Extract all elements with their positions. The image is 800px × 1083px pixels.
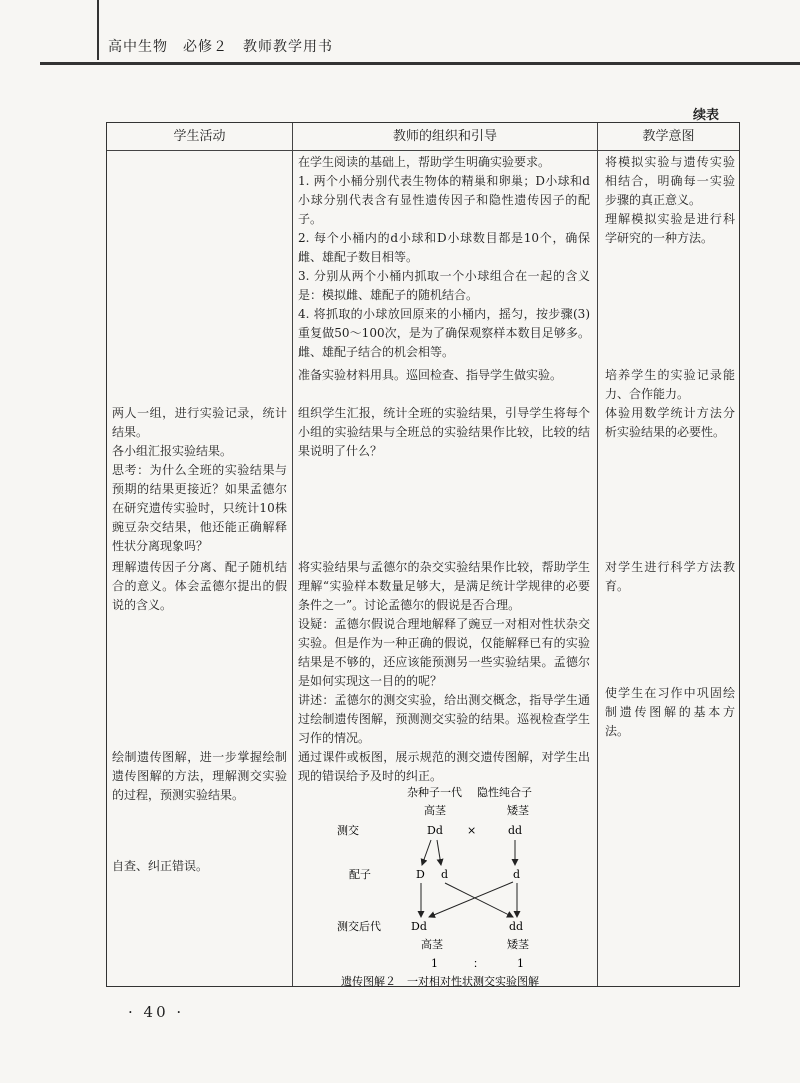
f1-label: 杂种子一代 [407, 786, 462, 799]
paragraph: 使学生在习作中巩固绘制遗传图解的基本方法。 [605, 686, 735, 738]
paragraph: 思考：为什么全班的实验结果与预期的结果更接近？如果孟德尔在研究遗传实验时，只统计10株豌豆杂交结果，他还能正确解释性状分离现象吗？ [112, 463, 287, 553]
ratio-colon: ： [473, 957, 484, 970]
page-header [0, 0, 800, 68]
intent-cell-simulation [605, 153, 735, 248]
paragraph: 理解遗传因子分离、配子随机结合的意义。体会孟德尔提出的假说的含义。 [112, 560, 287, 612]
arrow [429, 882, 513, 917]
column-header-intent: 教学意图 [642, 129, 695, 144]
cross-symbol: × [467, 824, 477, 837]
paragraph: 各小组汇报实验结果。 [112, 444, 233, 458]
paragraph: 理解模拟实验是进行科学研究的一种方法。 [605, 212, 735, 245]
paragraph: 通过课件或板图，展示规范的测交遗传图解，对学生出现的错误给予及时的纠正。 [298, 750, 590, 783]
intent-cell-statistics [605, 404, 735, 442]
offspring-dd: dd [509, 920, 524, 933]
arrow [445, 883, 513, 917]
paragraph: 自查、纠正错误。 [112, 859, 209, 873]
column-header-student: 学生活动 [173, 129, 226, 144]
paragraph: 绘制遗传图解，进一步掌握绘制遗传图解的方法，理解测交实验的过程，预测实验结果。 [112, 750, 287, 802]
recessive-label: 隐性纯合子 [477, 786, 532, 799]
continued-label: 续表 [693, 108, 720, 123]
ratio-right: 1 [517, 957, 524, 970]
paragraph: 将模拟实验与遗传实验相结合，明确每一实验步骤的真正意义。 [605, 155, 735, 207]
paragraph: 4. 将抓取的小球放回原来的小桶内，摇匀，按步骤(3)重复做50～100次，是为了确保观察样本数目足够多。雌、雄配子结合的机会相等。 [298, 307, 590, 359]
teacher-cell-requirements [298, 153, 590, 362]
offspring-tall-label: 高茎 [421, 938, 443, 951]
short-label: 矮茎 [507, 804, 529, 817]
student-cell-selfcheck [112, 857, 287, 876]
paragraph: 两人一组，进行实验记录，统计结果。 [112, 406, 287, 439]
column-header-teacher: 教师的组织和引导 [392, 129, 497, 144]
diagram-caption: 遗传图解２ 一对相对性状测交实验图解 [341, 975, 539, 986]
gamete-d-2: d [513, 868, 521, 881]
teacher-cell-compare [298, 558, 590, 748]
student-cell-record [112, 404, 287, 556]
intent-cell-cooperation [605, 366, 735, 404]
paragraph: 2. 每个小桶内的d小球和D小球数目都是10个，确保雌、雄配子数目相等。 [298, 231, 590, 264]
paragraph: 体验用数学统计方法分析实验结果的必要性。 [605, 406, 735, 439]
offspring-Dd: Dd [411, 920, 427, 933]
intent-cell-practice [605, 684, 735, 741]
offspring-label: 测交后代 [337, 920, 381, 933]
paragraph: 3. 分别从两个小桶内抓取一个小球组合在一起的含义是：模拟雌、雄配子的随机结合。 [298, 269, 590, 302]
intent-cell-method [605, 558, 735, 596]
student-cell-draw [112, 748, 287, 805]
parent-dd-hetero: Dd [427, 824, 443, 837]
gamete-d-1: d [441, 868, 449, 881]
student-cell-understand [112, 558, 287, 615]
header-vertical-rule [97, 0, 99, 60]
paragraph: 培养学生的实验记录能力、合作能力。 [605, 368, 735, 401]
tall-label: 高茎 [424, 804, 446, 817]
teacher-cell-prepare [298, 366, 590, 385]
paragraph: 准备实验材料用具。巡回检查、指导学生做实验。 [298, 368, 563, 382]
paragraph: 1. 两个小桶分别代表生物体的精巢和卵巢；D小球和d小球分别代表含有显性遗传因子和隐性遗传因子的配子。 [298, 174, 590, 226]
paragraph: 讲述：孟德尔的测交实验，给出测交概念，指导学生通过绘制遗传图解，预测测交实验的结果。巡视检查学生习作的情况。 [298, 693, 590, 745]
offspring-short-label: 矮茎 [507, 938, 529, 951]
header-horizontal-rule [40, 62, 800, 65]
gamete-label: 配子 [349, 868, 371, 881]
arrow [437, 840, 441, 865]
testcross-label: 测交 [337, 824, 359, 837]
page-number: · 40 · [128, 1003, 185, 1021]
paragraph: 组织学生汇报，统计全班的实验结果，引导学生将每个小组的实验结果与全班总的实验结果作比较，比较的结果说明了什么？ [298, 406, 590, 458]
arrow [422, 840, 431, 865]
parent-dd-homo: dd [508, 824, 523, 837]
paragraph: 在学生阅读的基础上，帮助学生明确实验要求。 [298, 155, 551, 169]
paragraph: 将实验结果与孟德尔的杂交实验结果作比较，帮助学生理解“实验样本数量足够大，是满足统计学规律的必要条件之一”。讨论孟德尔的假说是否合理。 [298, 560, 590, 612]
column-divider [292, 123, 293, 986]
lesson-table [106, 122, 740, 987]
paragraph: 设疑：孟德尔假说合理地解释了豌豆一对相对性状杂交实验。但是作为一种正确的假说，仅能解释已有的实验结果是不够的，还应该能预测另一些实验结果。孟德尔是如何实现这一目的的呢？ [298, 617, 590, 688]
header-divider [107, 150, 739, 151]
ratio-left: 1 [431, 957, 438, 970]
teacher-cell-report [298, 404, 590, 461]
testcross-diagram [337, 786, 607, 986]
gamete-D: D [416, 868, 425, 881]
teacher-cell-show [298, 748, 590, 786]
running-title: 高中生物 必修２ 教师教学用书 [108, 39, 333, 55]
paragraph: 对学生进行科学方法教育。 [605, 560, 735, 593]
